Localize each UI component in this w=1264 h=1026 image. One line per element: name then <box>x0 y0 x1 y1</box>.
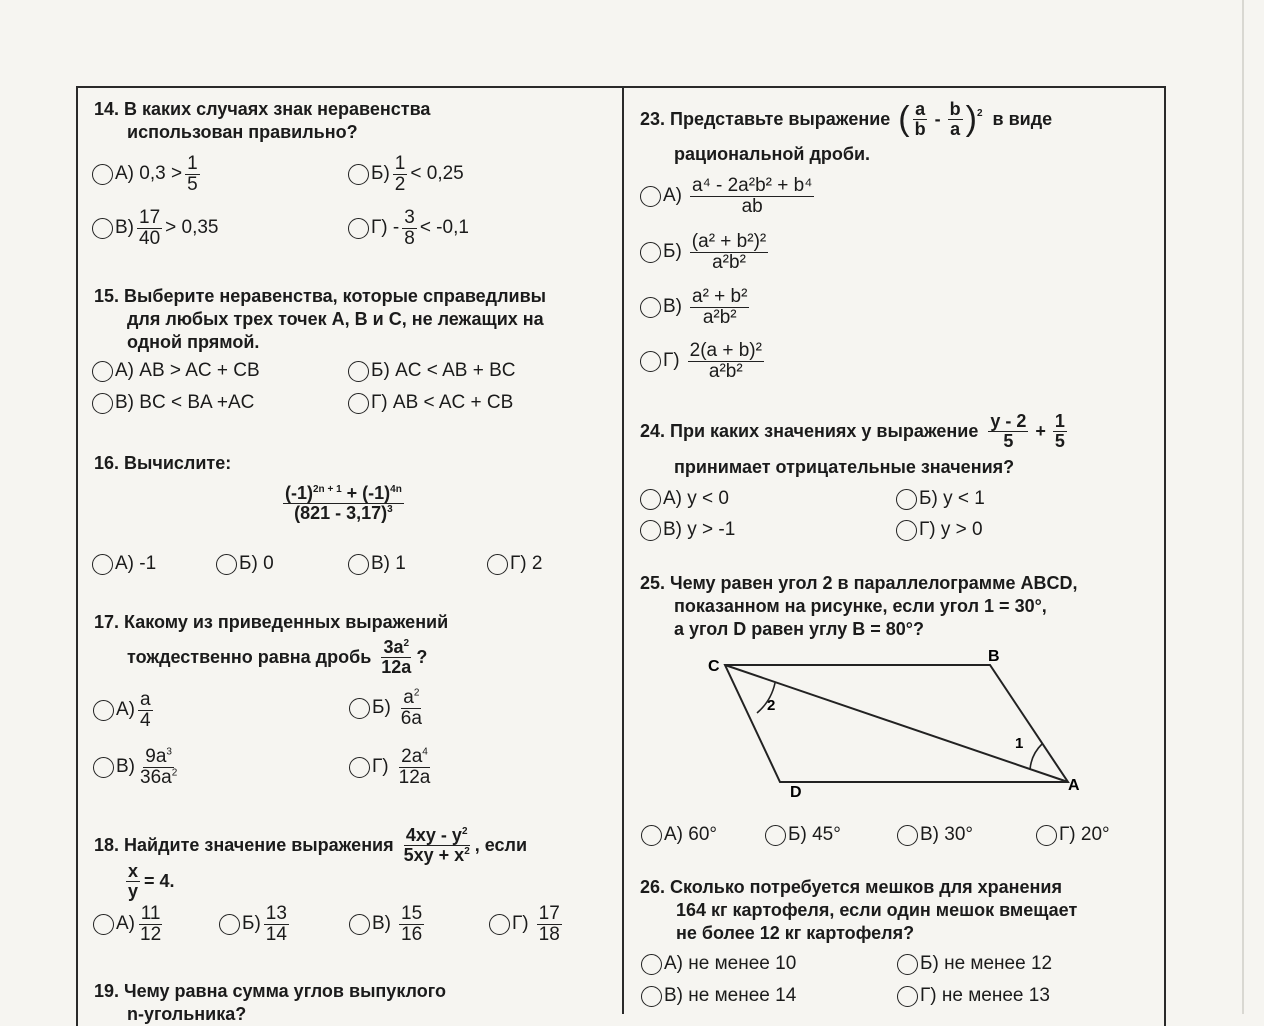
fraction: $\frac{3}{8}$ <box>404 207 415 249</box>
fraction: $\frac{11}{12}$ <box>140 903 162 945</box>
q17-option-a[interactable]: А) $\frac{a}{4}$ <box>93 690 156 731</box>
fraction: $\frac{a^2}{6a}$ <box>400 687 422 729</box>
radio-circle[interactable] <box>93 914 114 935</box>
radio-circle[interactable] <box>92 218 113 239</box>
radio-circle[interactable] <box>641 986 662 1007</box>
diagonal-ca <box>725 665 1068 782</box>
q15-option-g[interactable]: Г) AB < AC + CB <box>348 392 513 414</box>
vertex-c-label: C <box>708 658 720 675</box>
q14-option-g[interactable]: Г) - $\frac{3}{8}$ < -0,1 <box>348 208 469 249</box>
q24-title: 24. При каких значениях у выражение $\frac{y - 2}{5}$ + $\frac{1}{5}$ <box>640 411 1065 451</box>
q17-option-v[interactable]: В) $\frac{9a^3}{36a^2}$ <box>93 747 182 788</box>
q24-option-b[interactable]: Б) y < 1 <box>896 488 985 510</box>
fraction: $\frac{\text{(a² + b²)²}}{\text{a²b²}}$ <box>691 231 767 273</box>
q23-option-g[interactable]: Г) $\frac{\text{2(a + b)²}}{\text{a²b²}}$ <box>640 341 767 382</box>
fraction: $\frac{1}{2}$ <box>394 153 406 195</box>
q16-option-g[interactable]: Г) 2 <box>487 553 542 575</box>
vertex-a-label: A <box>1068 777 1080 794</box>
radio-circle[interactable] <box>641 825 662 846</box>
radio-circle[interactable] <box>897 954 918 975</box>
fraction: $\frac{9a^3}{36a^2}$ <box>140 746 178 788</box>
radio-circle[interactable] <box>349 698 370 719</box>
angle-1-label: 1 <box>1015 735 1024 752</box>
radio-circle[interactable] <box>216 554 237 575</box>
q18-title: 18. Найдите значение выражения $\frac{4xy - y^2}{5xy + x^2}$ , если <box>94 825 528 865</box>
q23-option-b[interactable]: Б) $\frac{\text{(a² + b²)²}}{\text{a²b²}}$ <box>640 232 771 273</box>
q24-option-a[interactable]: А) y < 0 <box>640 488 729 510</box>
option-label: Б) <box>371 163 390 185</box>
option-label: Г) - <box>371 217 400 239</box>
radio-circle[interactable] <box>640 520 661 541</box>
q16-option-a[interactable]: А) -1 <box>92 553 156 575</box>
q26-option-a[interactable]: А) не менее 10 <box>641 953 796 975</box>
radio-circle[interactable] <box>640 297 661 318</box>
radio-circle[interactable] <box>92 361 113 382</box>
q16-option-b[interactable]: Б) 0 <box>216 553 274 575</box>
option-label: В) <box>115 217 134 239</box>
q18-option-g[interactable]: Г) $\frac{17}{18}$ <box>489 904 565 945</box>
radio-circle[interactable] <box>92 164 113 185</box>
radio-circle[interactable] <box>348 164 369 185</box>
radio-circle[interactable] <box>348 393 369 414</box>
q14-title: 14. В каких случаях знак неравенства использован правильно? <box>94 99 431 142</box>
radio-circle[interactable] <box>640 242 661 263</box>
radio-circle[interactable] <box>219 914 240 935</box>
q14-option-v[interactable]: В) $\frac{17}{40}$ > 0,35 <box>92 208 219 249</box>
vertex-b-label: B <box>988 648 1000 665</box>
fraction: $\frac{17}{40}$ <box>139 207 161 249</box>
q17-title: 17. Какому из приведенных выражений тождественно равна дробь $\frac{3a^2}{12a}$ ? <box>94 612 449 677</box>
parallelogram-figure <box>700 640 1100 805</box>
q17-option-g[interactable]: Г) $\frac{2a^4}{12a}$ <box>349 747 435 788</box>
radio-circle[interactable] <box>640 351 661 372</box>
radio-circle[interactable] <box>641 954 662 975</box>
radio-circle[interactable] <box>487 554 508 575</box>
fraction: $\frac{\text{2(a + b)²}}{\text{a²b²}}$ <box>689 340 762 382</box>
q25-option-v[interactable]: В) 30° <box>897 824 973 846</box>
q24-option-g[interactable]: Г) y > 0 <box>896 519 983 541</box>
radio-circle[interactable] <box>348 218 369 239</box>
radio-circle[interactable] <box>348 361 369 382</box>
q15-option-a[interactable]: А) AB > AC + CB <box>92 360 260 382</box>
radio-circle[interactable] <box>896 520 917 541</box>
radio-circle[interactable] <box>896 489 917 510</box>
radio-circle[interactable] <box>92 393 113 414</box>
radio-circle[interactable] <box>897 986 918 1007</box>
radio-circle[interactable] <box>640 186 661 207</box>
q23-option-a[interactable]: А) $\frac{\text{a⁴ - 2a²b² + b⁴}}{ab}$ <box>640 176 817 217</box>
radio-circle[interactable] <box>93 700 114 721</box>
radio-circle[interactable] <box>640 489 661 510</box>
radio-circle[interactable] <box>489 914 510 935</box>
q15-option-b[interactable]: Б) AC < AB + BC <box>348 360 515 382</box>
column-divider <box>622 88 624 1014</box>
q14-option-b[interactable]: Б) $\frac{1}{2}$ < 0,25 <box>348 154 464 195</box>
radio-circle[interactable] <box>765 825 786 846</box>
q18-condition: $\frac{x}{y}$ = 4. <box>128 861 175 901</box>
radio-circle[interactable] <box>348 554 369 575</box>
q17-option-b[interactable]: Б) $\frac{a^2}{6a}$ <box>349 688 427 729</box>
fraction: $\frac{2a^4}{12a}$ <box>398 746 431 788</box>
q23-option-v[interactable]: В) $\frac{\text{a² + b²}}{\text{a²b²}}$ <box>640 287 752 328</box>
q26-option-v[interactable]: В) не менее 14 <box>641 985 796 1007</box>
q18-option-a[interactable]: А) $\frac{11}{12}$ <box>93 904 166 945</box>
q23-title-line2: рациональной дроби. <box>674 144 871 164</box>
q15-title: 15. Выберите неравенства, которые справедливы для любых трех точек А, В и С, не лежащих на одной прямой. <box>94 286 547 352</box>
q18-option-v[interactable]: В) $\frac{15}{16}$ <box>349 904 427 945</box>
q18-option-b[interactable]: Б) $\frac{13}{14}$ <box>219 904 292 945</box>
q26-title: 26. Сколько потребуется мешков для хранения 164 кг картофеля, если один мешок вмещает не более 12 кг картофеля? <box>640 877 1078 943</box>
q25-title: 25. Чему равен угол 2 в параллелограмме ABCD, показанном на рисунке, если угол 1 = 30°, а угол D равен углу B = 80°? <box>640 573 1078 639</box>
fraction: $\frac{\text{a² + b²}}{\text{a²b²}}$ <box>692 286 748 328</box>
fraction: $\frac{\text{a⁴ - 2a²b² + b⁴}}{ab}$ <box>692 175 813 217</box>
q14-option-a[interactable] <box>92 154 203 195</box>
fraction: $\frac{a}{4}$ <box>140 689 151 731</box>
radio-circle[interactable] <box>349 757 370 778</box>
q15-option-v[interactable]: В) BC < BA +AC <box>92 392 254 414</box>
fraction: $\frac{1}{5}$ <box>187 153 198 195</box>
q25-option-b[interactable]: Б) 45° <box>765 824 841 846</box>
fraction: $\frac{15}{16}$ <box>401 903 423 945</box>
radio-circle[interactable] <box>349 914 370 935</box>
q26-option-g[interactable]: Г) не менее 13 <box>897 985 1050 1007</box>
option-label: А) 0,3 > <box>115 163 183 185</box>
q25-option-a[interactable]: А) 60° <box>641 824 717 846</box>
page-edge <box>1242 0 1244 1014</box>
q25-option-g[interactable]: Г) 20° <box>1036 824 1110 846</box>
q16-option-v[interactable]: В) 1 <box>348 553 406 575</box>
radio-circle[interactable] <box>897 825 918 846</box>
q19-title: 19. Чему равна сумма углов выпуклого n-угольника? <box>94 981 446 1024</box>
radio-circle[interactable] <box>92 554 113 575</box>
radio-circle[interactable] <box>93 757 114 778</box>
angle-1-arc <box>1030 744 1042 770</box>
q16-title: 16. Вычислите: <box>94 453 232 473</box>
q24-option-v[interactable]: В) y > -1 <box>640 519 735 541</box>
fraction: $\frac{17}{18}$ <box>538 903 560 945</box>
q23-title: 23. Представьте выражение ( $\frac{a}{b}$ - $\frac{b}{a}$ ) $^2$ в виде <box>640 99 1053 139</box>
radio-circle[interactable] <box>1036 825 1057 846</box>
q26-option-b[interactable]: Б) не менее 12 <box>897 953 1052 975</box>
q16-expression: $\frac{(-1)^{2n + 1} + (-1)^{4n}}{(821 - 3,17)^3}$ <box>285 483 402 523</box>
angle-2-label: 2 <box>767 697 776 714</box>
fraction: $\frac{13}{14}$ <box>265 903 287 945</box>
vertex-d-label: D <box>790 784 802 801</box>
q24-title-line2: принимает отрицательные значения? <box>674 457 1015 477</box>
